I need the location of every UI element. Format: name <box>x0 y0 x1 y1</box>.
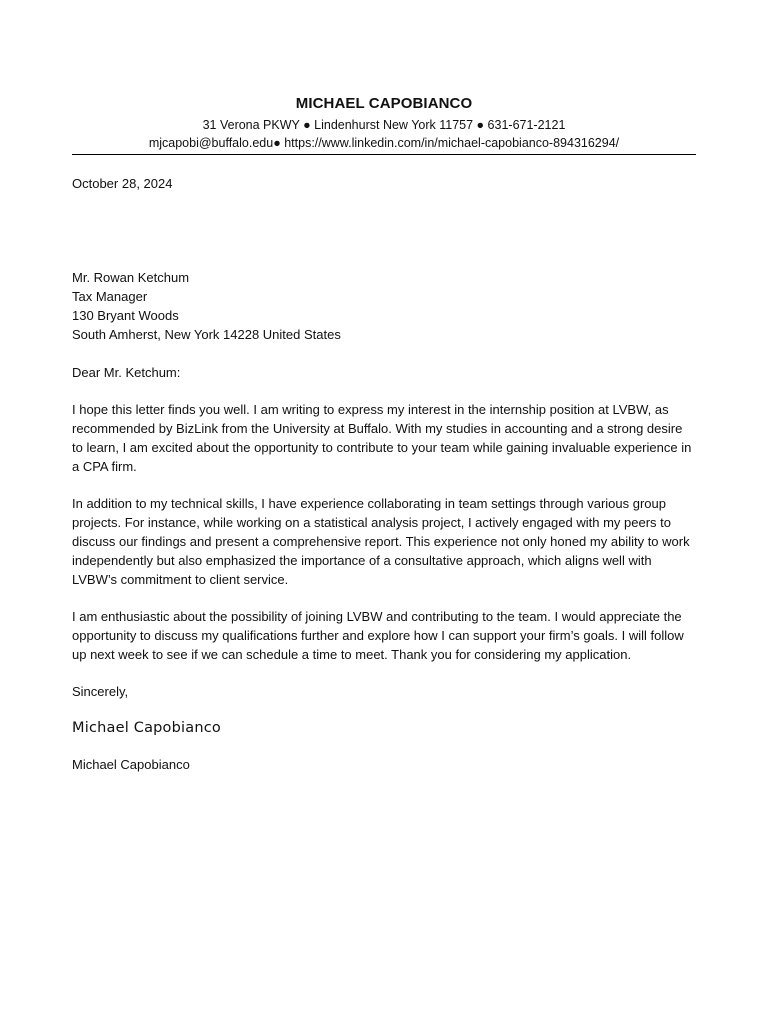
body-paragraph: In addition to my technical skills, I have experience collaborating in team settings through various group projects. For instance, while working on a statistical analysis project, I actively engaged with my peers to discuss our findings and present a comprehensive report. This experience not only honed my ability to work independently but also emphasized the importance of a consultative approach, which aligns well with LVBW’s commitment to client service. <box>72 496 690 587</box>
sender-name: MICHAEL CAPOBIANCO <box>295 95 473 112</box>
recipient-street: 130 Bryant Woods <box>72 308 179 323</box>
recipient-block <box>72 268 696 344</box>
closing: Sincerely, <box>72 684 129 699</box>
salutation: Dear Mr. Ketchum: <box>72 365 181 380</box>
body-paragraph: I am enthusiastic about the possibility of joining LVBW and contributing to the team. I would appreciate the opportunity to discuss my qualifications further and explore how I can support your firm’s goals. I will follow up next week to see if we can schedule a time to meet. Thank you for considering my application. <box>72 609 684 662</box>
signature: Michael Capobianco <box>72 720 221 736</box>
sender-address: 31 Verona PKWY ● Lindenhurst New York 11757 ● 631-671-2121 <box>202 118 566 132</box>
header-divider <box>72 154 696 155</box>
letterhead <box>72 95 696 152</box>
body-paragraph: I hope this letter finds you well. I am writing to express my interest in the internship position at LVBW, as recommended by BizLink from the University at Buffalo. With my studies in accounting and a strong desire to learn, I am excited about the opportunity to contribute to your team while gaining invaluable experience in a CPA firm. <box>72 402 692 474</box>
typed-name: Michael Capobianco <box>72 757 190 772</box>
recipient-name: Mr. Rowan Ketchum <box>72 270 190 285</box>
recipient-title: Tax Manager <box>72 289 148 304</box>
letter-date: October 28, 2024 <box>72 176 173 191</box>
sender-contact: mjcapobi@buffalo.edu● https://www.linkedin.com/in/michael-capobianco-894316294/ <box>148 136 620 150</box>
recipient-city: South Amherst, New York 14228 United States <box>72 327 341 342</box>
